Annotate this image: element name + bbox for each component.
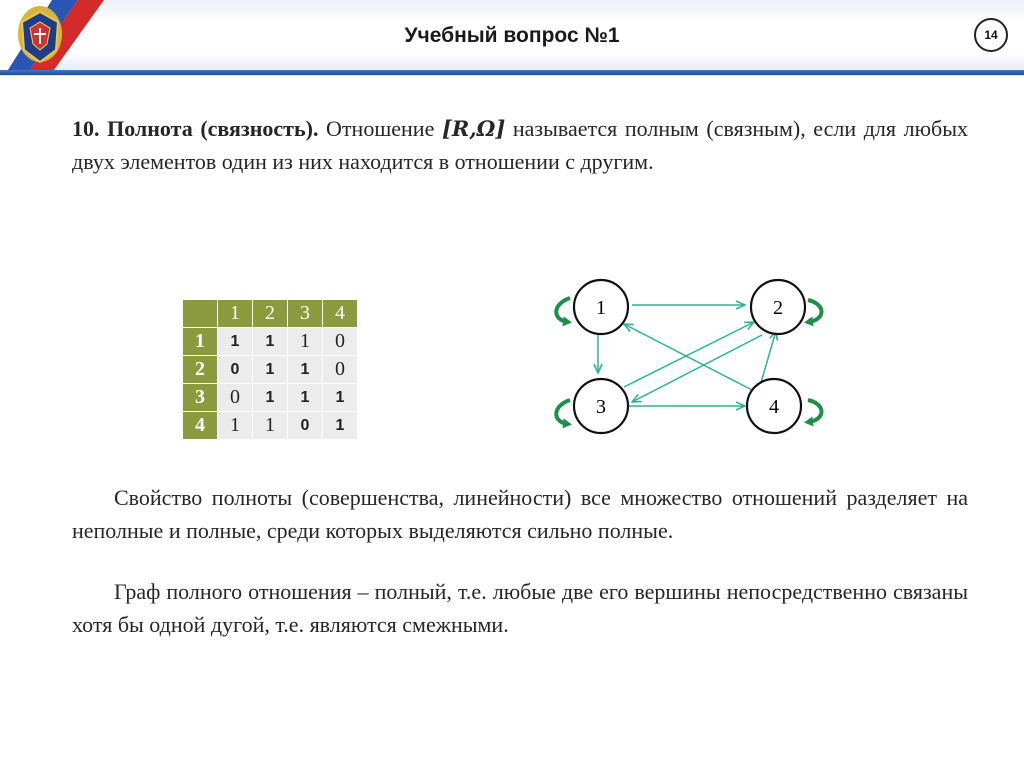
matrix-cell: 1 (253, 356, 288, 384)
matrix-cell: 1 (253, 328, 288, 356)
relation-formula: [R,Ω] (441, 116, 506, 141)
matrix-cell: 1 (288, 328, 323, 356)
matrix-row (183, 412, 358, 440)
matrix-row-header: 4 (183, 412, 218, 440)
loop-4 (808, 400, 822, 422)
edge-4-1 (624, 324, 752, 390)
matrix-col-header: 3 (288, 300, 323, 328)
matrix-row (183, 328, 358, 356)
graph-node (747, 379, 801, 433)
matrix-row (183, 384, 358, 412)
matrix-cell: 1 (323, 412, 358, 440)
node-label: 4 (769, 396, 779, 418)
header-divider (0, 70, 1024, 75)
matrix-col-header: 1 (218, 300, 253, 328)
matrix-cell: 0 (218, 356, 253, 384)
matrix-cell: 1 (288, 356, 323, 384)
edge-3-2-a (624, 322, 754, 387)
completeness-property-paragraph: Свойство полноты (совершенства, линейности) все множество отношений разделяет на неполные и полные, среди которых выделяются сильно полные. (72, 485, 968, 544)
matrix-col-header: 4 (323, 300, 358, 328)
graph-node (574, 280, 628, 334)
definition-text-part1: Отношение (318, 116, 442, 141)
matrix-cell: 1 (218, 328, 253, 356)
matrix-cell: 0 (218, 384, 253, 412)
node-label: 3 (596, 396, 606, 418)
definition-text-part2: называется полным (связным), если для любых двух элементов один из них находится в отношении с другим. (72, 116, 968, 175)
matrix-row-header: 3 (183, 384, 218, 412)
definition-paragraph (72, 112, 968, 179)
matrix-cell: 1 (323, 384, 358, 412)
definition-term: 10. Полнота (связность). (72, 116, 319, 141)
node-label: 2 (773, 297, 783, 319)
loop-3 (556, 400, 570, 424)
graph-node (751, 280, 805, 334)
matrix-col-header: 2 (253, 300, 288, 328)
node-label: 1 (596, 297, 606, 319)
graph-node (574, 379, 628, 433)
slide-header (0, 0, 1024, 76)
matrix-cell: 1 (218, 412, 253, 440)
loop-1 (556, 298, 570, 322)
matrix-cell: 0 (323, 328, 358, 356)
matrix-row-header: 2 (183, 356, 218, 384)
edge-2-3 (632, 335, 762, 402)
loop-2 (808, 300, 822, 322)
matrix-cell: 0 (323, 356, 358, 384)
edge-4-2 (760, 331, 776, 386)
matrix-cell: 1 (253, 412, 288, 440)
matrix-corner-cell (183, 300, 218, 328)
page-number-badge: 14 (974, 18, 1008, 52)
matrix-cell: 0 (288, 412, 323, 440)
relation-graph (540, 270, 840, 440)
matrix-cell: 1 (288, 384, 323, 412)
matrix-header-row (183, 300, 358, 328)
slide-title: Учебный вопрос №1 (404, 24, 620, 47)
matrix-row (183, 356, 358, 384)
complete-graph-paragraph: Граф полного отношения – полный, т.е. любые две его вершины непосредственно связаны хотя бы одной дугой, т.е. являются смежными. (72, 579, 968, 638)
matrix-cell: 1 (253, 384, 288, 412)
adjacency-matrix (182, 299, 358, 440)
matrix-row-header: 1 (183, 328, 218, 356)
